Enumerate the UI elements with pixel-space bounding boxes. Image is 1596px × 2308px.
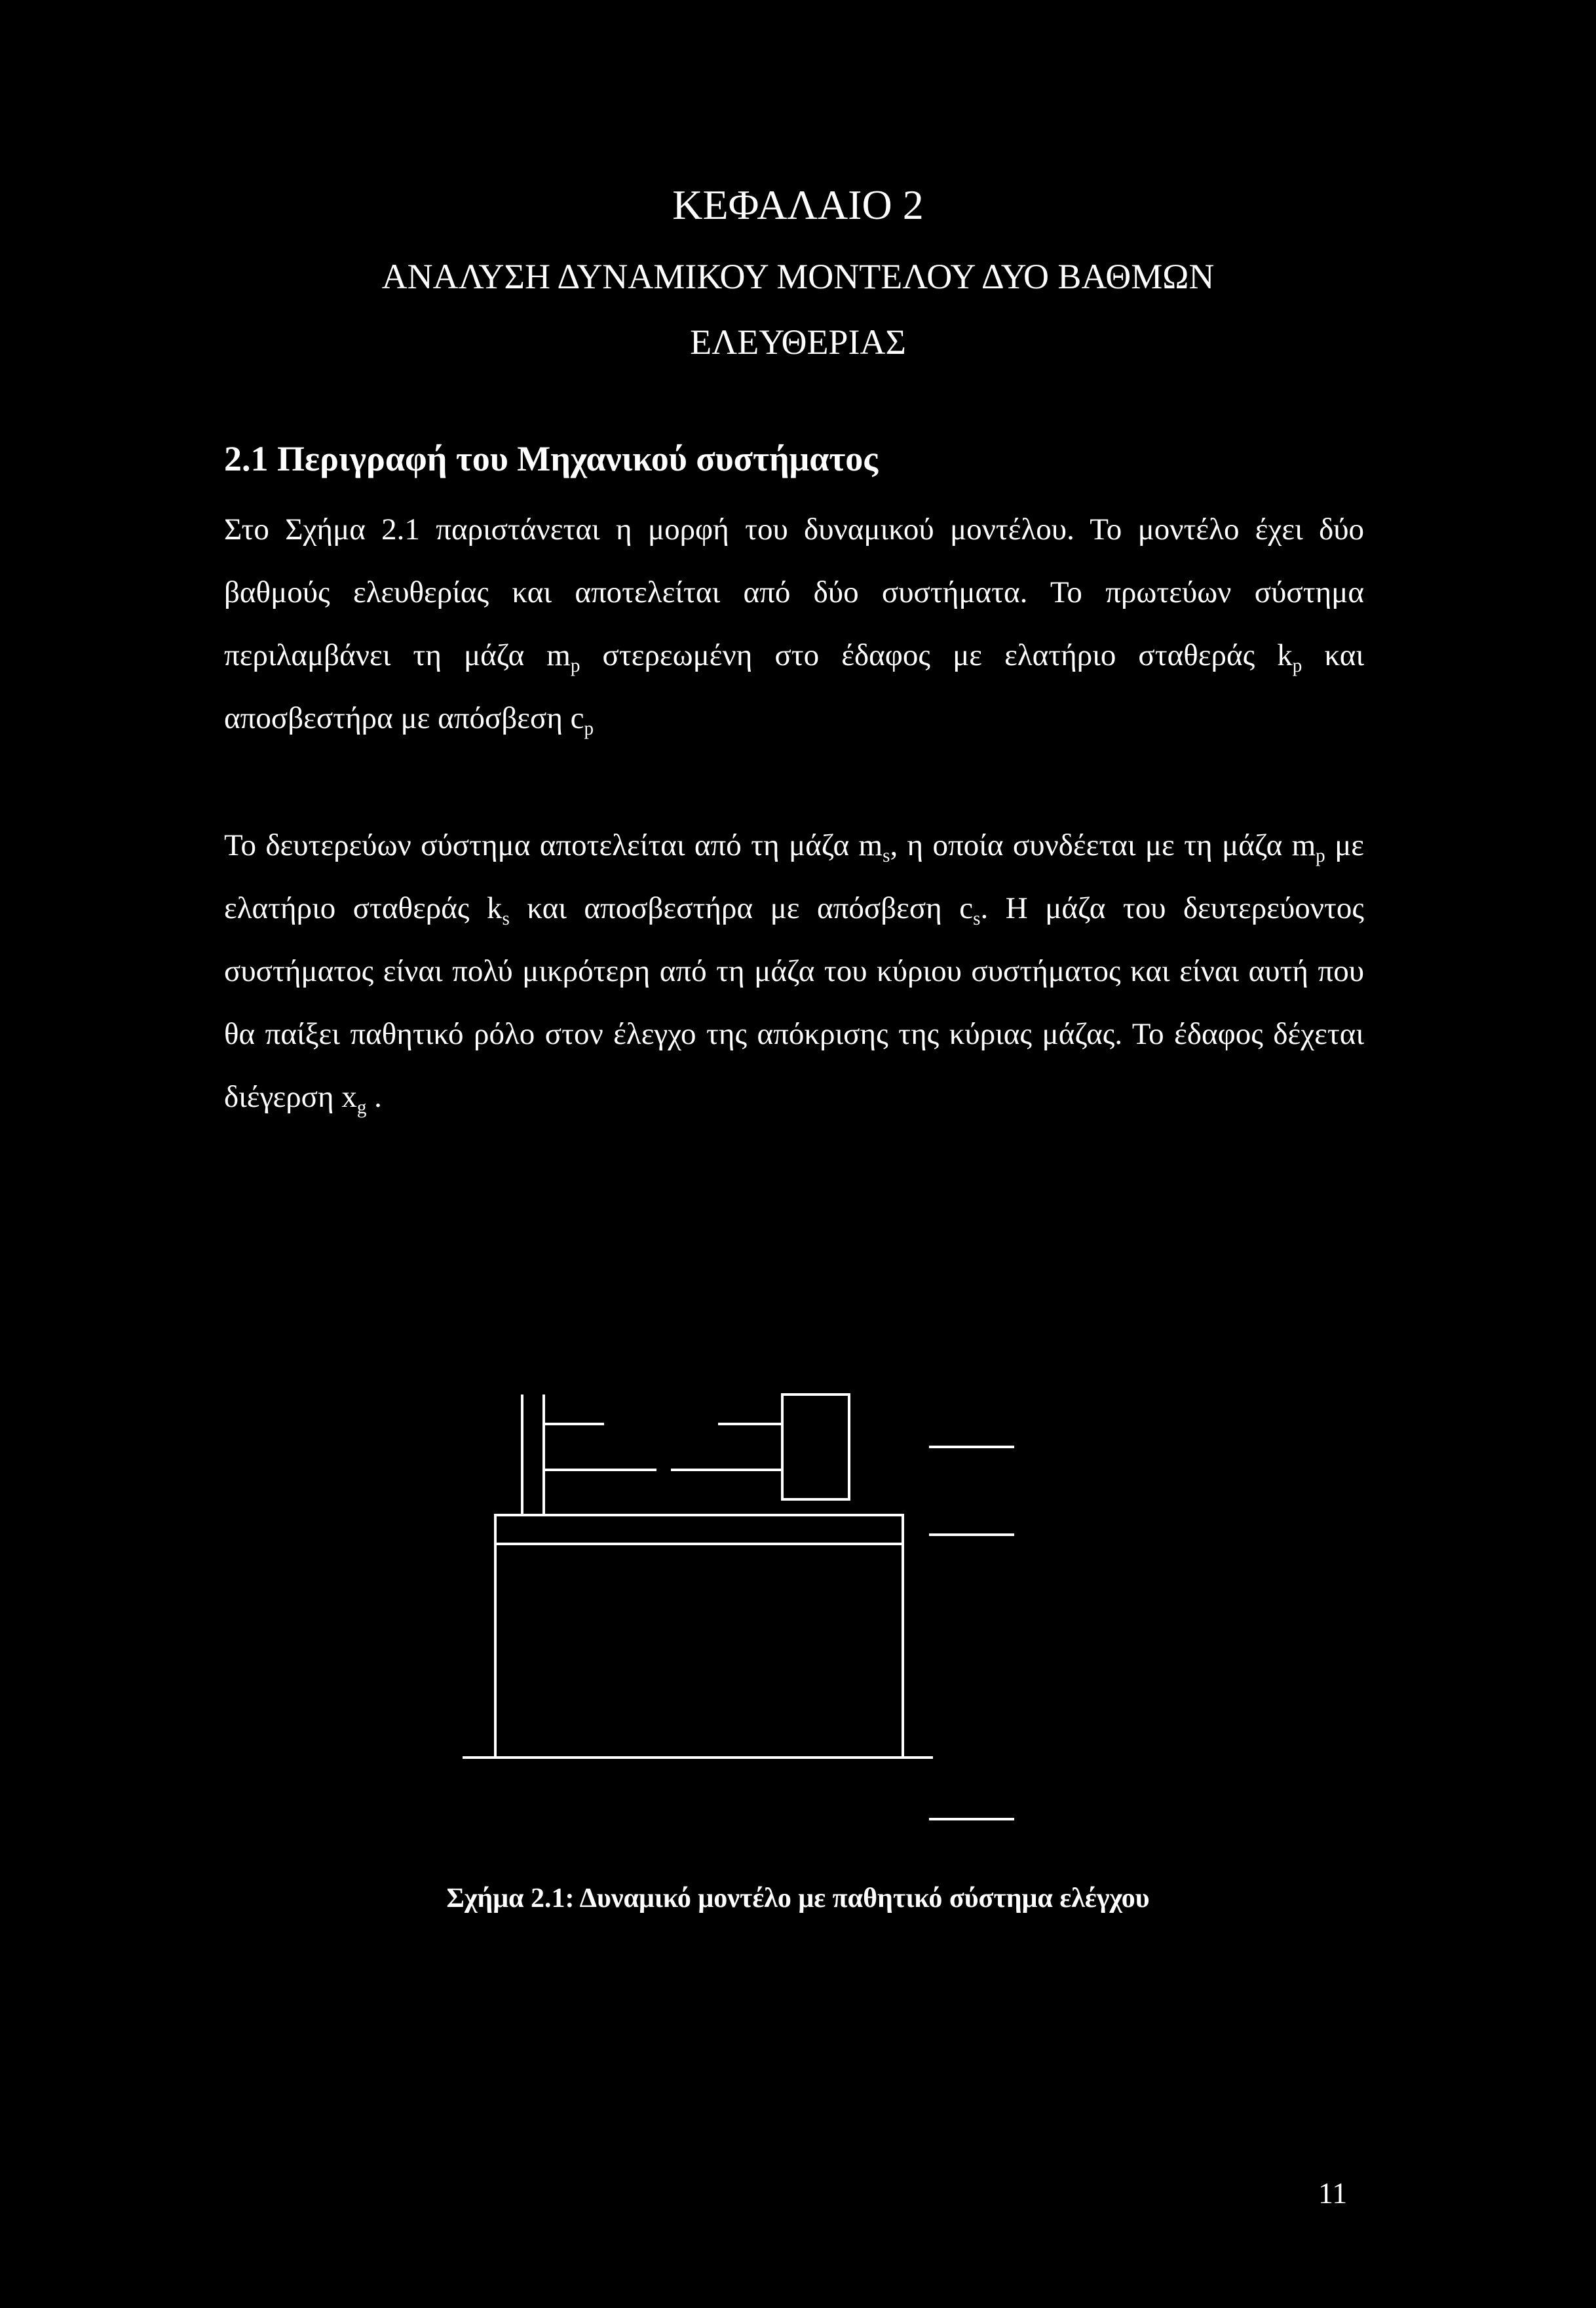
chapter-title: ΚΕΦΑΛΑΙΟ 2	[672, 182, 924, 228]
paragraph-text: Στο Σχήμα 2.1 παριστάνεται η μορφή του δυναμικού μοντέλου. Το μοντέλο έχει δύο βαθμούς ελευθερίας και αποτελείται από δύο συστήματα. Το πρωτεύων σύστημα περιλαμβάνει τη μάζα	[224, 512, 1364, 672]
figure-lines	[463, 1394, 1014, 1819]
primary-mass-top-plate	[495, 1515, 903, 1544]
symbol-kp: $k_p$	[1277, 638, 1302, 677]
symbol-ms: $m_s$	[858, 828, 890, 867]
paragraph-text: και αποσβεστήρα με απόσβεση	[509, 891, 960, 925]
symbol-mp: $m_p$	[546, 638, 580, 677]
symbol-xg: $x_g$	[341, 1080, 367, 1119]
paragraph-text: . Η μάζα του δευτερεύοντος συστήματος είναι πολύ μικρότερη από τη μάζα του κύριου συστήματος και είναι αυτή που θα παίξει παθητικό ρόλο στον έλεγχο της απόκρισης της κύριας μάζας. Το έδαφος δέχεται διέγερση	[224, 891, 1365, 1114]
chapter-subtitle-line-2: ΕΛΕΥΘΕΡΙΑΣ	[690, 322, 906, 362]
symbol-cp: $c_p$	[570, 701, 594, 740]
paragraph-text: Το δευτερεύων σύστημα αποτελείται από τη μάζα	[224, 828, 859, 862]
primary-mass-body	[495, 1544, 903, 1758]
symbol-mp: $m_p$	[1291, 828, 1325, 867]
page-number: 11	[1318, 2176, 1348, 2210]
paragraph-text: και αποσβεστήρα με απόσβεση	[224, 638, 1364, 735]
paragraph-text: με ελατήριο σταθεράς	[224, 828, 1365, 925]
figure-caption: Σχήμα 2.1: Δυναμικό μοντέλο με παθητικό σύστημα ελέγχου	[446, 1883, 1150, 1914]
paragraph-text: .	[366, 1080, 382, 1114]
chapter-subtitle-line-1: ΑΝΑΛΥΣΗ ΔΥΝΑΜΙΚΟΥ ΜΟΝΤΕΛΟΥ ΔΥΟ ΒΑΘΜΩΝ	[381, 257, 1215, 296]
secondary-mass-block	[782, 1394, 849, 1499]
paragraph-text: , η οποία συνδέεται με τη μάζα	[890, 828, 1292, 862]
paragraph-primary-system	[224, 498, 1364, 750]
paragraph-text: στερεωμένη στο έδαφος με ελατήριο σταθεράς	[580, 638, 1278, 672]
section-heading: 2.1 Περιγραφή του Μηχανικού συστήματος	[224, 439, 879, 478]
paragraph-secondary-system	[224, 814, 1364, 1128]
symbol-cs: $c_s$	[959, 891, 981, 930]
symbol-ks: $k_s$	[487, 891, 510, 930]
